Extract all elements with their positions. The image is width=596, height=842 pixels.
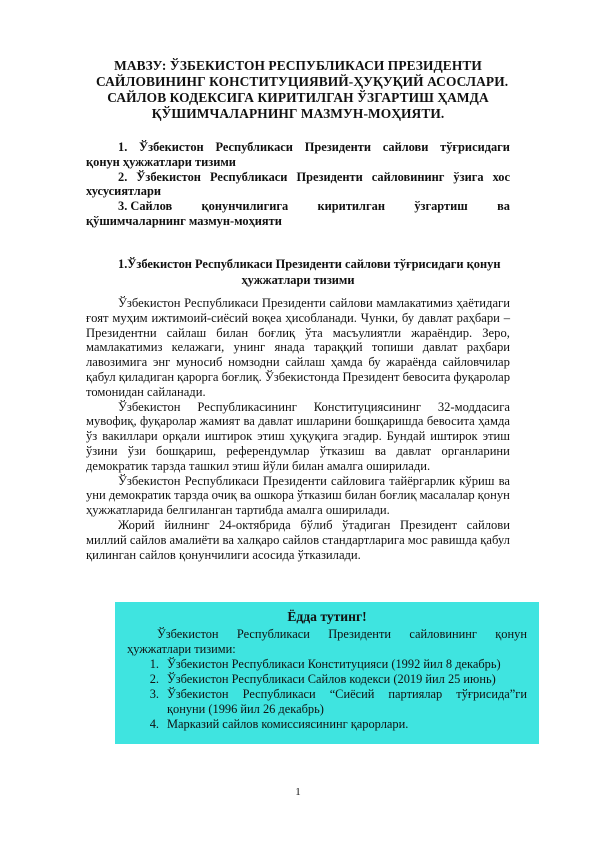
list-item-cont [127,702,527,717]
word: тараққий [313,340,363,355]
word: бу [401,310,415,325]
word: Президент [342,369,400,384]
word: мамлакатимиз [86,340,163,355]
list-text [167,687,527,702]
list-item [127,687,527,702]
word: қабул [86,369,116,384]
word: ғоят [86,310,109,325]
word: ўтказиш [296,488,342,503]
word: хос [492,169,510,184]
paragraph-1 [86,296,510,400]
word: Зеро, [482,325,510,340]
word: ва [243,414,255,429]
word: сайлаш [285,355,325,370]
word: қиладиган [118,369,175,384]
text-line: демократик тарзда ташкил этиш йўли билан амалга оширилади. [86,458,431,473]
title-line: МАВЗУ: ЎЗБЕКИСТОН РЕСПУБЛИКАСИ ПРЕЗИДЕНТИ [114,58,482,73]
word: бевосита [402,369,451,384]
word: раҳбари [466,340,510,355]
word: қарорга [177,369,219,384]
word: энг [152,355,171,370]
outline-item-2 [86,170,510,185]
word: йилнинг [164,517,210,532]
word: сайлов [282,532,320,547]
word: тайёргарлик [389,473,456,488]
word: янада [274,340,305,355]
callout-intro [127,627,527,642]
word: сайлов [129,532,167,547]
word: номзодни [228,355,280,370]
word: тарзда [174,488,209,503]
word: 24-октябрида [219,517,291,532]
word: Республикаси [184,473,259,488]
word: топиши [371,340,414,355]
word: бошқариш, [156,443,217,458]
list-item [127,672,527,687]
word: Президент [399,517,458,532]
word: этиш [482,429,510,444]
word: фуқаролар [453,369,510,384]
word: ижтимоий-сиёсий [151,310,249,325]
word: масалалар [419,488,475,503]
word: ҳуқуқига [289,429,339,444]
word: кўриш [459,473,495,488]
word: Ўзбекистон [136,169,201,184]
word: “Сиёсий [329,687,375,701]
page-number: 1 [295,786,301,798]
word: қонунчилигига [201,199,289,214]
word: ўзини [86,443,118,458]
word: давлат [396,443,432,458]
word: жамият [199,414,241,429]
outline-item-3-cont: қўшимчаларнинг мазмун-моҳияти [86,213,282,228]
word: мамлакатимиз [376,296,453,310]
word: Президентни [86,325,157,340]
text-line [86,474,510,489]
word: сайлови [329,296,373,310]
word: Президенти [328,627,391,641]
list-number: 3. [149,687,159,701]
word: очиқ [211,488,237,503]
text-line [86,400,510,415]
callout-title: Ёдда тутинг! [287,609,367,624]
word: қабул [480,532,510,547]
word: тўғрисида”ги [456,687,527,701]
word: лавозимига [86,355,148,370]
word: стандартларига [322,532,405,547]
list-item [127,717,527,732]
body-text [86,296,510,562]
word: ўтадиган [342,517,391,532]
word: сайловига [330,473,386,488]
word: ўз [86,429,98,444]
word: уни [86,488,106,503]
paragraph-4 [86,518,510,562]
topic-outline [86,140,510,229]
word: ўзига [453,169,484,184]
word: сайловчилар [442,355,510,370]
callout-list [127,657,527,732]
word: бу [368,355,381,370]
word: боғлиқ [258,325,296,340]
word: ишларини [296,414,352,429]
word: муносиб [176,355,223,370]
text-line [86,355,510,370]
word: Ўзбекистонда [264,369,340,384]
word: боғлиқ. [221,369,262,384]
word: Ўзбекистон [167,687,229,701]
word: ўта [305,325,323,340]
word: орқали [162,429,200,444]
word: давлат [422,340,458,355]
word: Республикаси [209,169,288,184]
word: давлат [417,310,453,325]
callout-intro-cont: ҳужжатлари тизими: [127,642,236,656]
word: сайловининг [409,627,477,641]
word: Конституциясининг [313,399,421,414]
text-line [86,429,510,444]
word: иштирок [204,429,253,444]
outline-item-3 [86,199,510,214]
text-line [86,326,510,341]
word: халқаро [236,532,280,547]
page-title [96,58,509,122]
text-line [86,414,510,429]
text-line [86,518,510,533]
list-number: 1. [149,657,159,671]
word: вакиллари [102,429,158,444]
word: амалиёти [169,532,220,547]
word: давлат [258,414,294,429]
title-line: САЙЛОВ КОДЕКСИГА КИРИТИЛГАН ЎЗГАРТИШ ҲАМДА [107,90,489,105]
section-heading-line: 1.Ўзбекистон Республикаси Президенти сайлови тўғрисидаги қонун [118,257,501,271]
word: – [503,310,510,325]
text-line [86,370,510,385]
word: тўғрисидаги [440,140,510,154]
word: 3. Сайлов [118,199,173,214]
word: Ўзбекистон [118,473,181,488]
word: Жорий [118,517,155,532]
word: боғлиқ [379,488,417,503]
word: сайловининг [371,169,445,184]
word: партиялар [388,687,443,701]
word: Ўзбекистон [139,140,204,154]
word: иштирок [430,429,478,444]
list-text: Ўзбекистон Республикаси Конституцияси (1992 йил 8 декабрь) [167,657,501,671]
list-item [127,657,527,672]
paragraph-2 [86,400,510,474]
word: Республикаси [184,296,259,310]
section-heading-line: ҳужжатлари тизими [241,273,355,287]
word: Президенти [296,169,363,184]
word: сайлаш [166,325,207,340]
text-line [86,533,510,548]
text-line: ҳужжатларида белгиланган тартибда амалга оширилади. [86,503,390,518]
word: эгадир. [342,429,382,444]
text-line [86,340,510,355]
word: масъулиятли [332,325,402,340]
word: келажаги, [171,340,225,355]
text-line: қилинган сайлов қонунчилиги асосида ўтказилади. [86,547,361,562]
list-number: 2. [149,672,159,686]
word: сайлови [382,140,429,154]
word: этиш [257,429,285,444]
word: Президенти [304,140,371,154]
word: Президенти [261,296,326,310]
word: воқеа [251,310,282,325]
word: ҳаётидаги [456,296,510,310]
text-line: томонидан сайланади. [86,384,206,399]
word: равишда [430,532,478,547]
list-number: 4. [149,717,159,731]
text-line [86,444,510,459]
word: бошқаришда [354,414,424,429]
word: Республикаси [236,627,310,641]
word: билан [216,325,249,340]
word: ҳамда [330,355,363,370]
word: унинг [233,340,266,355]
word: билан [344,488,377,503]
word: Республикаси [215,140,293,154]
remember-callout [115,602,539,744]
list-text: қонуни (1996 йил 26 декабрь) [167,702,324,716]
word: 32-моддасига [437,399,510,414]
paragraph-3 [86,474,510,518]
title-line: ҚЎШИМЧАЛАРНИНГ МАЗМУН-МОҲИЯТИ. [151,106,445,121]
title-line: САЙЛОВИНИНГ КОНСТИТУЦИЯВИЙ-ҲУҚУҚИЙ АСОСЛАРИ. [96,74,509,89]
word: мувофиқ, [86,414,137,429]
word: Ўзбекистон [118,399,181,414]
word: сайлови [466,517,510,532]
word: ва [239,488,252,503]
text-line [86,488,510,503]
word: Бундай [386,429,426,444]
word: ўзи [127,443,146,458]
word: Ўзбекистон [157,627,219,641]
outline-item-2-cont: хусусиятлари [86,184,161,199]
word: мос [407,532,428,547]
word: референдумлар [226,443,310,458]
word: қонун [477,488,510,503]
word: ошкора [254,488,294,503]
word: 2. [118,169,128,184]
word: ўтказиш [319,443,365,458]
word: киритилган [317,199,385,214]
word: фуқаролар [139,414,197,429]
word: Президенти [263,473,327,488]
word: ва [497,199,510,214]
word: Ўзбекистон [118,296,181,310]
word: муҳим [112,310,148,325]
section-heading [86,256,510,288]
word: бевосита [426,414,475,429]
word: жараёндир. [411,325,473,340]
word: Республикаси [242,687,316,701]
word: Чунки, [360,310,399,325]
word: жараёнда [386,355,437,370]
word: ва [222,532,234,547]
outline-item-1 [86,140,510,155]
word: ва [374,443,387,458]
word: органларини [441,443,510,458]
word: Республикасининг [197,399,297,414]
text-line [86,311,510,326]
word: ҳамда [478,414,510,429]
text-line [86,296,510,311]
word: ва [498,473,510,488]
word: ўзгартиш [414,199,468,214]
list-text: Марказий сайлов комиссиясининг қарорлари. [167,717,409,731]
word: қонун [495,627,527,641]
word: бўлиб [300,517,333,532]
word: ҳисобланади. [285,310,357,325]
list-text: Ўзбекистон Республикаси Сайлов кодекси (2019 йил 25 июнь) [167,672,496,686]
outline-item-1-cont: қонун ҳужжатлари тизими [86,154,236,169]
word: миллий [86,532,127,547]
word: 1. [118,140,128,154]
word: демократик [108,488,172,503]
word: раҳбари [456,310,500,325]
